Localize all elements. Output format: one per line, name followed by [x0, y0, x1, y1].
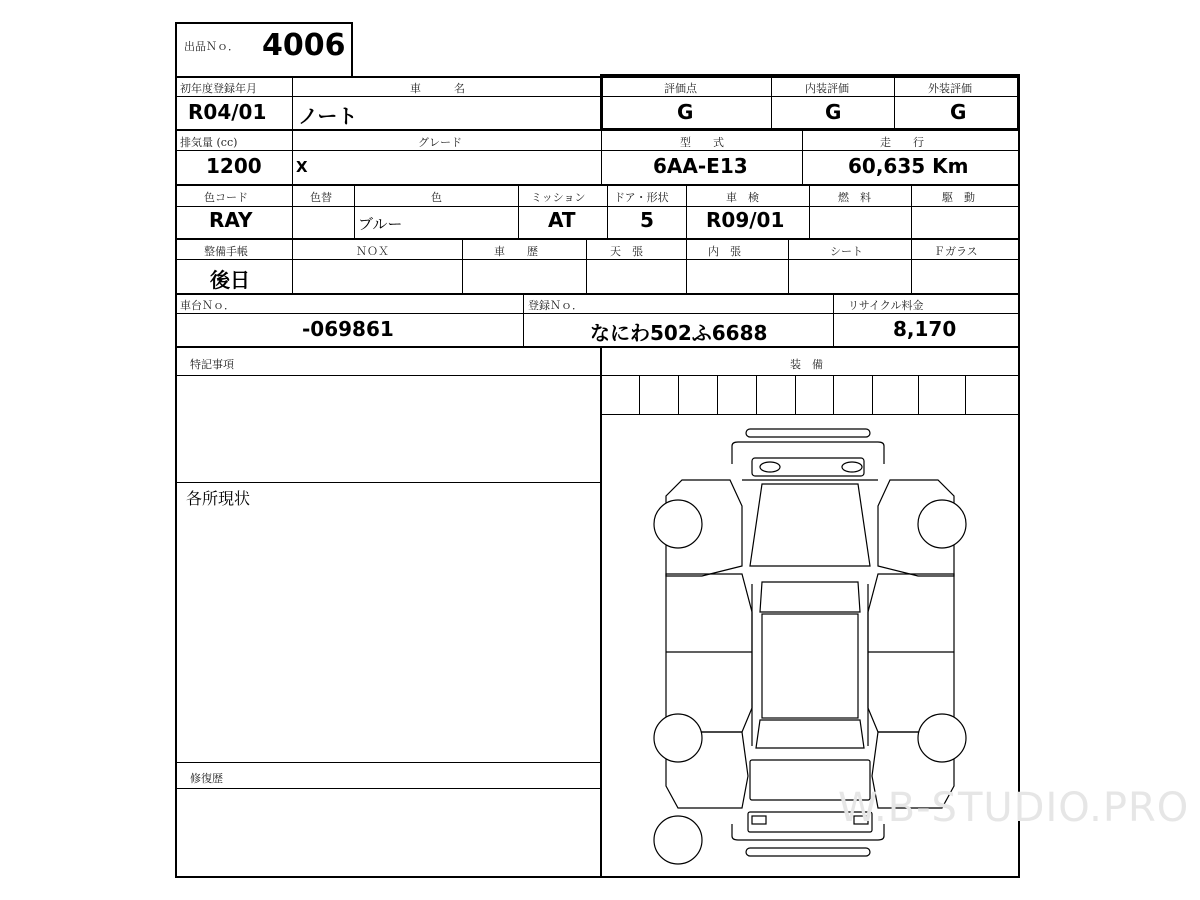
manual-label: 整備手帳	[204, 245, 248, 258]
mileage-value: 60,635 Km	[848, 154, 969, 178]
displacement-value: 1200	[206, 154, 262, 178]
vline	[809, 185, 810, 239]
roof	[762, 614, 858, 718]
doors-value: 5	[640, 208, 654, 232]
first-reg-value: R04/01	[188, 100, 267, 124]
right-doors	[868, 574, 954, 732]
wheel-front-left	[654, 500, 702, 548]
vline	[607, 185, 608, 239]
vline	[518, 185, 519, 239]
vline	[833, 294, 834, 347]
vline	[911, 185, 912, 239]
score-value: G	[677, 100, 694, 124]
repaint-label: 色替	[310, 191, 332, 204]
inspection-value: R09/01	[706, 208, 785, 232]
inspection-label: 車 検	[726, 191, 759, 204]
wheel-front-right	[918, 500, 966, 548]
vline	[462, 239, 463, 294]
lot-number: 4006	[262, 28, 346, 63]
interior-value: G	[825, 100, 842, 124]
vline	[292, 130, 293, 185]
vline	[292, 239, 293, 294]
plate-label: 登録Ｎｏ．	[528, 299, 583, 312]
front-bumper	[732, 442, 884, 464]
wheel-rear-left	[654, 714, 702, 762]
vline	[717, 375, 718, 415]
car-name-label: 車 名	[410, 82, 465, 95]
color-value: ブルー	[358, 215, 403, 233]
hline	[175, 788, 601, 789]
color-code-label: 色コード	[204, 191, 248, 204]
vline	[601, 130, 602, 185]
vline	[802, 130, 803, 185]
condition-label: 各所現状	[186, 489, 251, 508]
hline	[175, 206, 1020, 207]
seat-label: シート	[830, 245, 863, 258]
first-reg-label: 初年度登録年月	[180, 82, 257, 95]
vline	[918, 375, 919, 415]
vline	[872, 375, 873, 415]
recycle-value: 8,170	[893, 317, 957, 341]
interior-label: 内装評価	[805, 82, 849, 95]
history-label: 車 歴	[494, 245, 538, 258]
fuel-label: 燃 料	[838, 191, 871, 204]
hline	[175, 184, 1020, 186]
left-doors	[666, 574, 752, 732]
chassis-value: -069861	[302, 317, 394, 341]
headlight-left	[760, 462, 780, 472]
equipment-label: 装 備	[790, 358, 823, 371]
hline	[175, 150, 1020, 151]
vline	[586, 239, 587, 294]
vline	[354, 185, 355, 239]
wheel-rear-right	[918, 714, 966, 762]
headlight-right	[842, 462, 862, 472]
vline	[292, 76, 293, 131]
vline	[523, 294, 524, 347]
vline	[292, 185, 293, 239]
model-label: 型 式	[680, 136, 724, 149]
color-code-value: RAY	[209, 208, 253, 232]
vline	[756, 375, 757, 415]
model-value: 6AA-E13	[653, 154, 748, 178]
vline	[678, 375, 679, 415]
plate-value: なにわ502ふ6688	[590, 321, 768, 345]
taillight-left	[752, 816, 766, 824]
front-bumper-top	[746, 429, 870, 437]
rear-window	[756, 720, 864, 748]
doors-label: ドア・形状	[614, 191, 669, 204]
vline	[686, 185, 687, 239]
hline	[175, 313, 1020, 314]
grade-label: グレード	[418, 136, 462, 149]
hline	[175, 346, 1020, 348]
notes-label: 特記事項	[190, 358, 234, 371]
displacement-label: 排気量 (cc)	[180, 136, 238, 149]
color-label: 色	[431, 191, 442, 204]
windshield	[760, 582, 860, 612]
vline	[771, 76, 772, 131]
mission-label: ミッション	[531, 191, 586, 204]
vline	[686, 239, 687, 294]
nox-label: ＮＯＸ	[356, 245, 389, 258]
vline	[965, 375, 966, 415]
manual-value: 後日	[210, 268, 250, 292]
chassis-label: 車台Ｎｏ．	[180, 299, 235, 312]
hline	[175, 375, 1020, 376]
interior-lining-label: 内 張	[708, 245, 741, 258]
vline	[911, 239, 912, 294]
lot-label: 出品Ｎｏ．	[184, 40, 239, 53]
drive-label: 駆 動	[942, 191, 975, 204]
repair-label: 修復歴	[190, 772, 223, 785]
hline	[175, 762, 601, 763]
exterior-value: G	[950, 100, 967, 124]
fglass-label: Ｆガラス	[934, 245, 978, 258]
grade-value: X	[296, 158, 308, 176]
vline	[639, 375, 640, 415]
spare-wheel	[654, 816, 702, 864]
hline	[601, 414, 1020, 415]
front-grille	[752, 458, 864, 476]
hline	[175, 238, 1020, 240]
vline	[788, 239, 789, 294]
watermark: W.B-STUDIO.PRO	[838, 785, 1190, 831]
hood	[750, 484, 870, 566]
rear-bumper-bottom	[746, 848, 870, 856]
hline	[175, 293, 1020, 295]
roof-label: 天 張	[610, 245, 643, 258]
vline	[795, 375, 796, 415]
recycle-label: リサイクル料金	[848, 299, 924, 312]
score-label: 評価点	[664, 82, 697, 95]
hline	[175, 259, 1020, 260]
exterior-label: 外装評価	[928, 82, 972, 95]
hline	[175, 482, 601, 483]
vline	[894, 76, 895, 131]
mileage-label: 走 行	[880, 136, 924, 149]
mission-value: AT	[548, 208, 576, 232]
car-name-value: ノート	[298, 104, 358, 128]
vline	[833, 375, 834, 415]
